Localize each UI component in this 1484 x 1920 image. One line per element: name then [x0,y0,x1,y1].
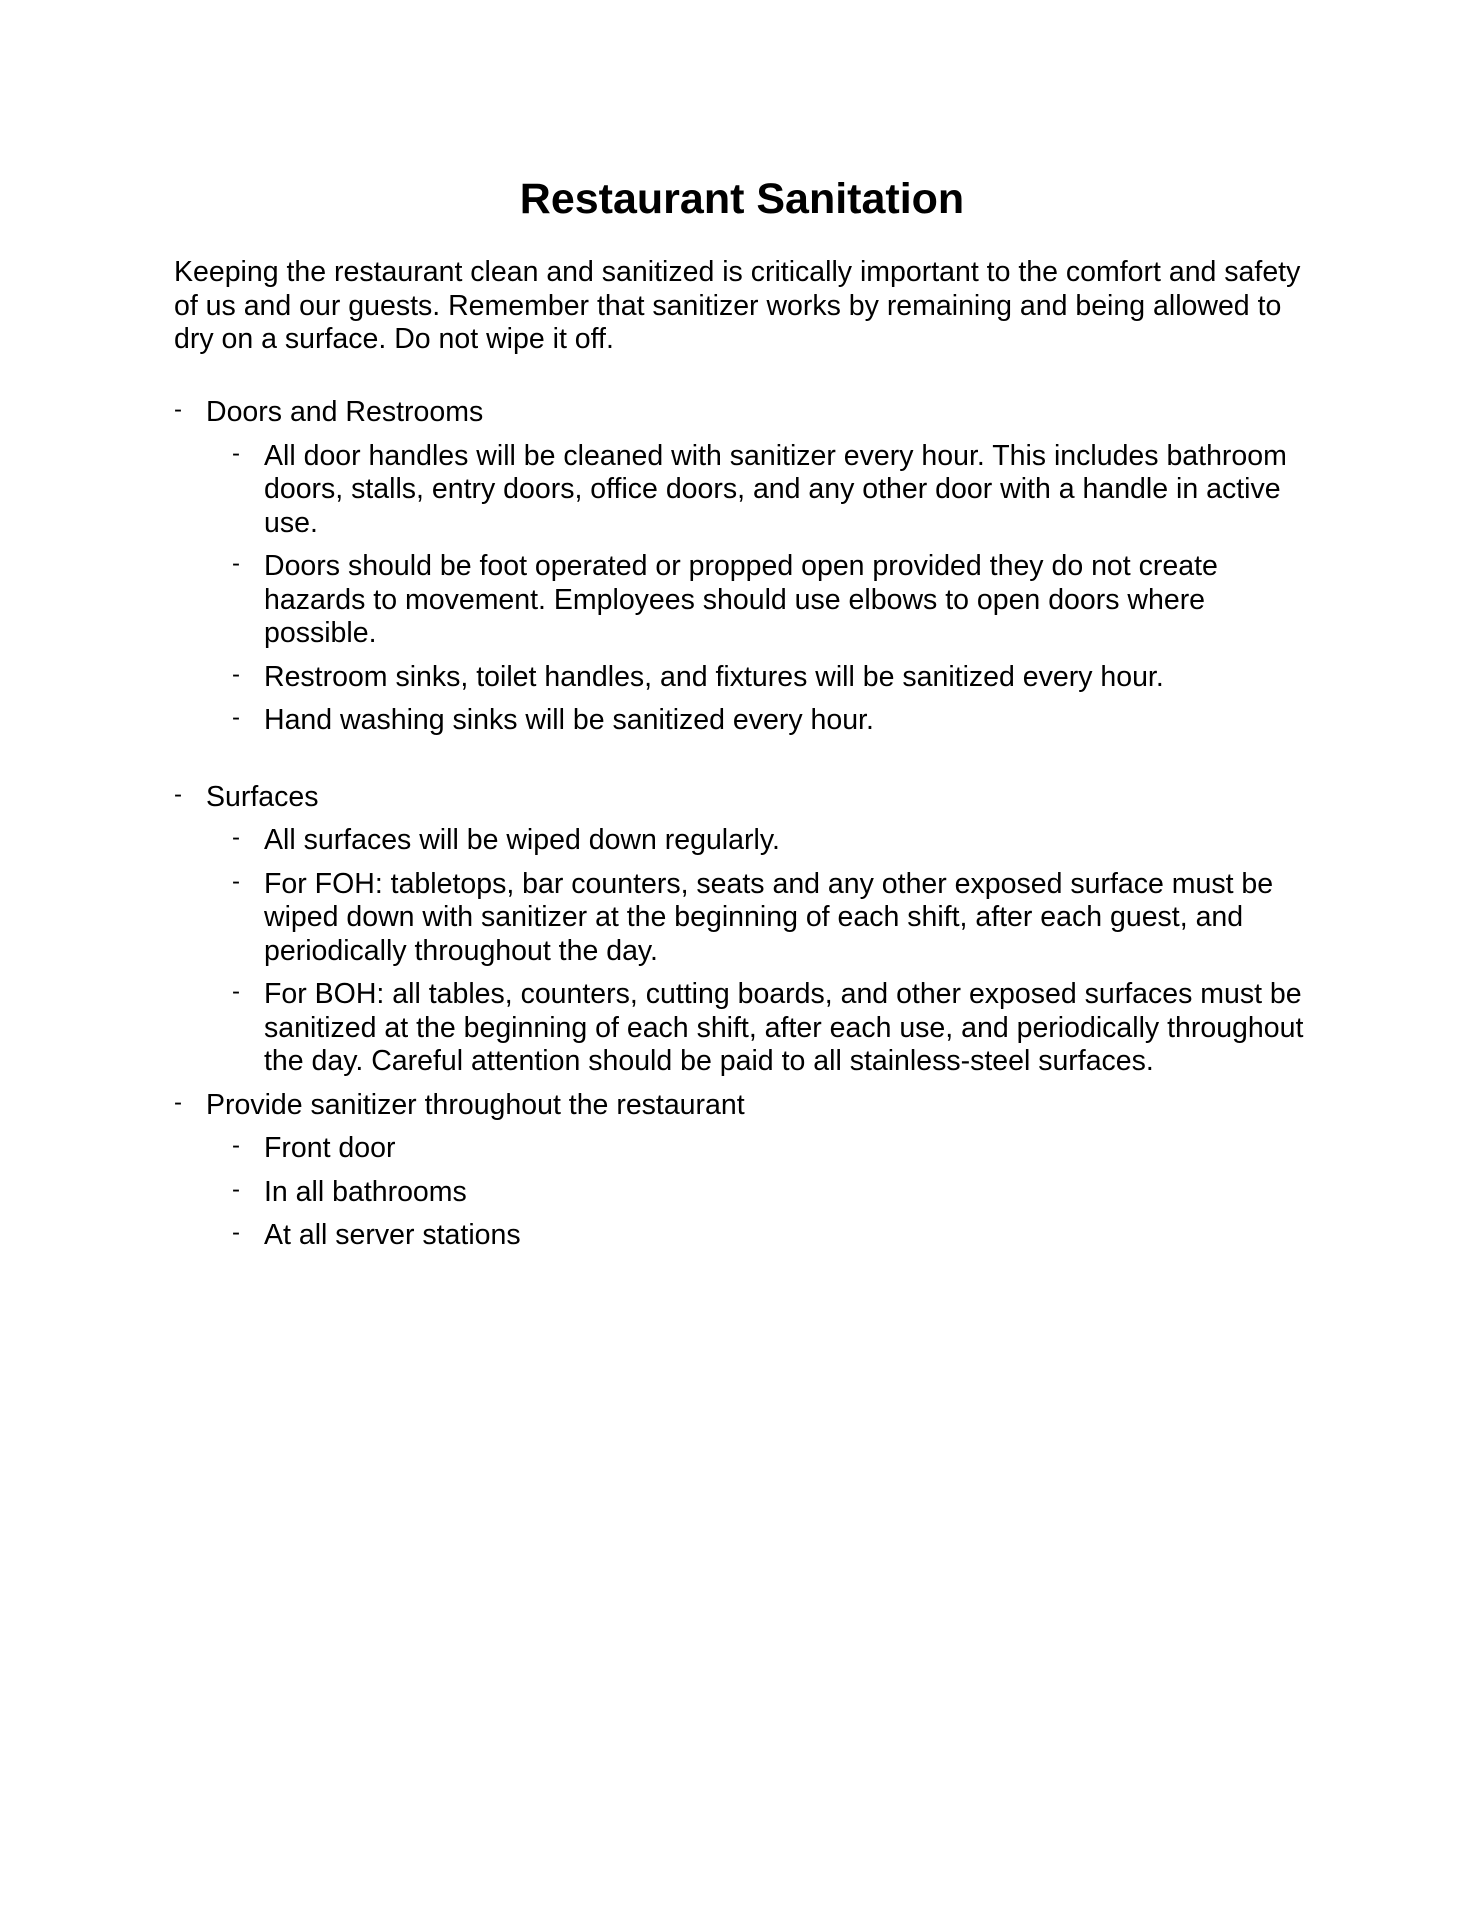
list-item-text: All surfaces will be wiped down regularly. [264,824,780,856]
section-item-list [174,824,1324,1079]
sanitation-list [174,396,1324,1263]
list-item [232,824,1324,858]
section-provide-sanitizer [174,1089,1324,1253]
intro-paragraph: Keeping the restaurant clean and sanitized is critically important to the comfort and safety of us and our guests. Remember that sanitizer works by remaining and being allowed to dry on a surface. Do not wipe it off. [174,256,1301,355]
page-title: Restaurant Sanitation [519,175,965,223]
list-item [232,439,1324,541]
section-heading-row [174,781,1324,815]
bullet-dash: - [232,824,240,851]
list-item [232,704,1324,738]
bullet-dash: - [232,978,240,1005]
list-item-text: Restroom sinks, toilet handles, and fixtures will be sanitized every hour. [264,660,1164,693]
list-item [232,1132,1324,1166]
list-item-text: At all server stations [264,1219,521,1251]
bullet-dash: - [232,1132,240,1159]
list-item-text: Hand washing sinks will be sanitized every hour. [264,704,874,736]
list-item [232,867,1324,969]
list-item-text: For FOH: tabletops, bar counters, seats and any other exposed surface must be wiped down with sanitizer at the beginning of each shift, after each guest, and periodically throughout the day. [264,867,1274,967]
list-item [232,1175,1324,1210]
list-item-text: Doors should be foot operated or propped open provided they do not create hazards to movement. Employees should use elbows to open doors where possible. [264,550,1218,649]
bullet-dash: - [174,1088,182,1116]
bullet-dash: - [232,704,240,731]
list-item-text: All door handles will be cleaned with sanitizer every hour. This includes bathroom doors, stalls, entry doors, office doors, and any other door with a handle in active use. [264,439,1287,539]
bullet-dash: - [232,660,240,688]
list-item [232,978,1324,1079]
bullet-dash: - [232,1219,240,1246]
list-item-text: For BOH: all tables, counters, cutting boards, and other exposed surfaces must be sanitized at the beginning of each shift, after each use, and periodically throughout the day. Careful attention should be paid to all stainless-steel surfaces. [264,978,1304,1077]
list-item [232,660,1324,695]
bullet-dash: - [174,396,182,423]
section-heading: Surfaces [206,780,319,813]
section-item-list [174,1132,1324,1253]
section-doors-and-restrooms [174,396,1324,738]
bullet-dash: - [232,867,240,895]
bullet-dash: - [232,1175,240,1203]
list-item-text: Front door [264,1132,396,1164]
section-item-list [174,440,1324,738]
list-item [232,1219,1324,1253]
bullet-dash: - [232,550,240,577]
section-heading: Provide sanitizer throughout the restaurant [206,1088,745,1121]
list-item [232,550,1324,651]
bullet-dash: - [232,439,240,467]
section-heading: Doors and Restrooms [206,396,484,428]
list-item-text: In all bathrooms [264,1175,467,1208]
section-heading-row [174,1089,1324,1123]
section-surfaces [174,781,1324,1079]
section-heading-row [174,396,1324,430]
bullet-dash: - [174,780,182,808]
